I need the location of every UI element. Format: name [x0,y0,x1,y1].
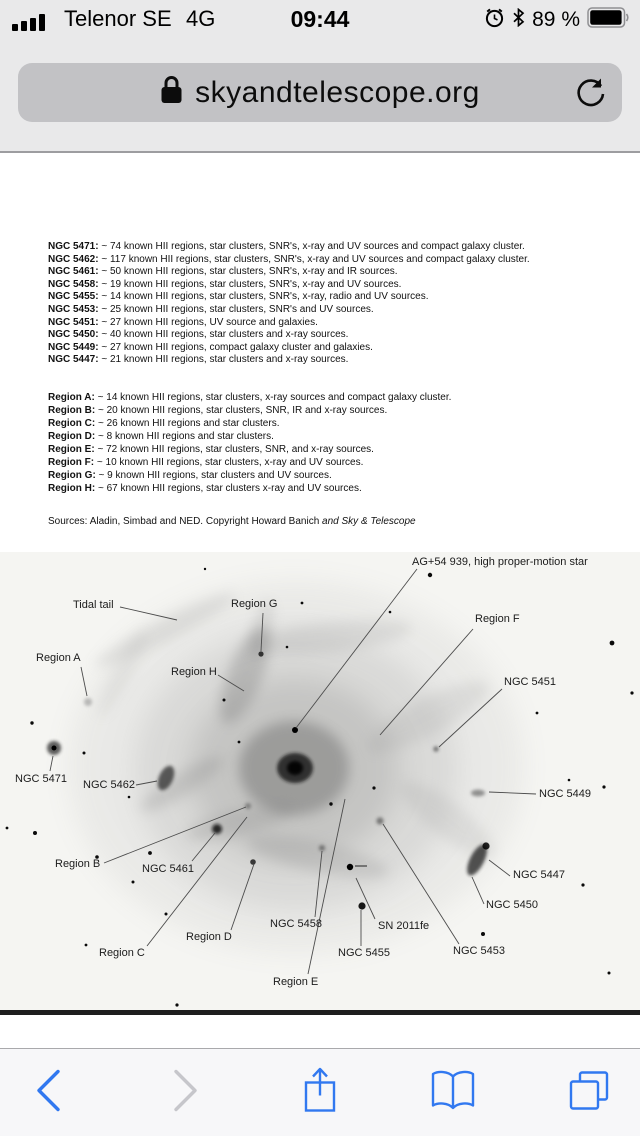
label-ag54939: AG+54 939, high proper-motion star [412,556,588,568]
list-item: NGC 5449: ~ 27 known HII regions, compact galaxy cluster and galaxies. [48,341,373,353]
list-item: Region B: ~ 20 known HII regions, star clusters, SNR, IR and x-ray sources. [48,405,388,416]
bluetooth-icon [512,8,525,32]
battery-icon [587,7,630,33]
label-ngc5453: NGC 5453 [453,945,505,957]
list-item: Region A: ~ 14 known HII regions, star clusters, x-ray sources and compact galaxy cluster. [48,392,452,403]
share-button[interactable] [301,1065,339,1120]
list-item: Region E: ~ 72 known HII regions, star clusters, SNR, and x-ray sources. [48,444,374,455]
list-item: NGC 5453: ~ 25 known HII regions, star clusters, SNR's and UV sources. [48,303,374,315]
label-sn2011fe: SN 2011fe [378,920,430,932]
tabs-button[interactable] [567,1068,611,1117]
bookmarks-button[interactable] [429,1069,477,1116]
label-region-e: Region E [273,976,319,988]
list-item: NGC 5461: ~ 50 known HII regions, star clusters, SNR's, x-ray and IR sources. [48,266,398,278]
label-region-a: Region A [36,652,81,664]
label-ngc5450: NGC 5450 [486,899,538,911]
label-region-f: Region F [475,613,520,625]
back-button[interactable] [34,1067,62,1118]
alarm-icon [484,7,505,33]
list-item: NGC 5451: ~ 27 known HII regions, UV source and galaxies. [48,316,318,328]
label-region-c: Region C [99,947,145,959]
browser-top-chrome [0,0,640,153]
battery-percent-label: 89 % [532,8,580,31]
label-region-d: Region D [186,931,232,943]
list-item: NGC 5447: ~ 21 known HII regions, star clusters and x-ray sources. [48,354,349,366]
label-ngc5451: NGC 5451 [504,676,556,688]
galaxy-figure-m101[interactable] [0,552,640,1015]
list-item: Region C: ~ 26 known HII regions and star clusters. [48,418,280,429]
label-region-b: Region B [55,858,101,870]
label-ngc5471: NGC 5471 [15,773,67,785]
list-item: Region H: ~ 67 known HII regions, star clusters x-ray and UV sources. [48,483,362,494]
network-type-label: 4G [186,6,216,31]
label-region-h: Region H [171,666,217,678]
label-ngc5462: NGC 5462 [83,779,135,791]
list-item: NGC 5450: ~ 40 known HII regions, star clusters and x-ray sources. [48,329,349,341]
label-ngc5458: NGC 5458 [270,918,322,930]
label-ngc5461: NGC 5461 [142,863,194,875]
label-ngc5455: NGC 5455 [338,947,390,959]
list-item: NGC 5458: ~ 19 known HII regions, star clusters, SNR's, x-ray and UV sources. [48,278,402,290]
carrier-label: Telenor SE [64,6,172,31]
list-item: NGC 5471: ~ 74 known HII regions, star clusters, SNR's, x-ray and UV sources and compact galaxy cluster. [48,241,525,252]
status-clock: 09:44 [290,6,350,32]
reload-button[interactable] [574,77,607,116]
status-bar [0,0,640,40]
list-item: Region D: ~ 8 known HII regions and star clusters. [48,431,274,442]
url-text: skyandtelescope.org [195,75,480,109]
list-item: Region G: ~ 9 known HII regions, star clusters and UV sources. [48,470,332,481]
region-list [48,391,451,495]
label-region-g: Region G [231,598,278,610]
label-tidal-tail: Tidal tail [73,599,114,611]
list-item: Region F: ~ 10 known HII regions, star clusters, x-ray and UV sources. [48,457,364,468]
ngc-object-list [48,241,530,367]
sources-credit-line: Sources: Aladin, Simbad and NED. Copyright Howard Banich and Sky & Telescope [48,516,416,527]
lock-icon [160,75,183,110]
address-bar[interactable] [18,63,622,122]
label-ngc5449: NGC 5449 [539,788,591,800]
safari-toolbar [0,1048,640,1136]
list-item: NGC 5455: ~ 14 known HII regions, star clusters, SNR's, x-ray, radio and UV sources. [48,291,429,303]
forward-button[interactable] [172,1067,200,1118]
list-item: NGC 5462: ~ 117 known HII regions, star clusters, SNR's, x-ray and UV sources and compact galaxy cluster. [48,253,530,265]
label-ngc5447: NGC 5447 [513,869,565,881]
